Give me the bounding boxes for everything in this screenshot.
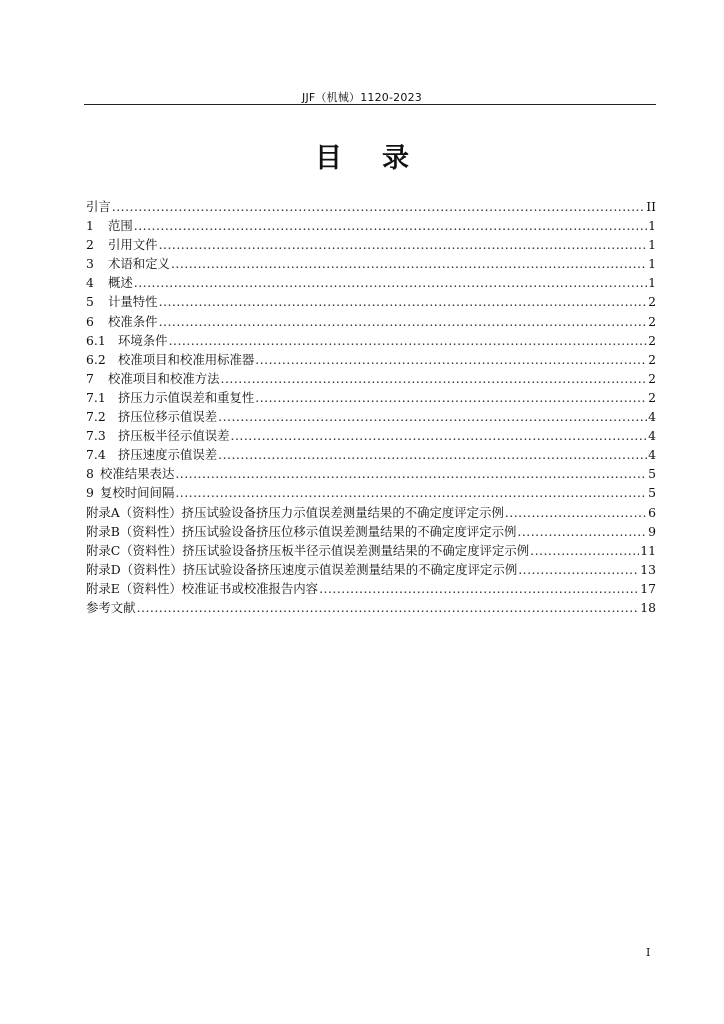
toc-entry-number: 7.3 xyxy=(86,428,106,444)
toc-leader-dots xyxy=(518,560,639,579)
toc-entry-7[interactable] xyxy=(86,369,656,388)
page-title: 目录 xyxy=(315,143,449,174)
toc-entry-page: 2 xyxy=(648,351,656,367)
toc-entry-number: 2 xyxy=(86,237,94,253)
toc-entry-label: 引言 xyxy=(86,199,111,214)
running-header: JJF（机械）1120-2023 xyxy=(302,91,422,104)
toc-entry-label: 概述 xyxy=(108,275,133,291)
toc-entry-page: 9 xyxy=(648,523,656,539)
toc-leader-dots xyxy=(218,407,647,426)
toc-entry-page: 1 xyxy=(648,237,656,253)
toc-entry-page: 5 xyxy=(648,485,656,501)
toc-entry-label: 附录C（资料性）挤压试验设备挤压板半径示值误差测量结果的不确定度评定示例 xyxy=(86,542,530,558)
toc-leader-dots xyxy=(134,273,647,292)
toc-entry-label: 环境条件 xyxy=(118,332,168,348)
toc-leader-dots xyxy=(231,426,648,445)
toc-entry-7-2[interactable] xyxy=(86,407,656,426)
toc-entry-page: II xyxy=(646,199,656,214)
toc-leader-dots xyxy=(159,292,648,311)
toc-leader-dots xyxy=(255,350,647,369)
toc-entry-7-1[interactable] xyxy=(86,388,656,407)
toc-leader-dots xyxy=(255,388,647,407)
toc-entry-label: 校准结果表达 xyxy=(100,466,175,482)
toc-entry-page: 17 xyxy=(640,580,656,596)
toc-entry-label: 挤压力示值误差和重复性 xyxy=(118,389,255,405)
toc-entry-label: 附录D（资料性）挤压试验设备挤压速度示值误差测量结果的不确定度评定示例 xyxy=(86,561,518,577)
toc-entry-number: 1 xyxy=(86,218,94,234)
toc-entry-number: 7.4 xyxy=(86,447,106,463)
toc-entry-page: 5 xyxy=(648,466,656,482)
toc-leader-dots xyxy=(169,331,648,350)
header-divider xyxy=(84,104,656,105)
toc-leader-dots xyxy=(175,483,647,502)
toc-leader-dots xyxy=(319,579,639,598)
toc-entry-6[interactable] xyxy=(86,312,656,331)
toc-entry-page: 1 xyxy=(648,256,656,272)
toc-entry-page: 1 xyxy=(648,218,656,234)
toc-entry-9[interactable] xyxy=(86,483,656,502)
toc-entry-number: 8 xyxy=(86,466,94,482)
toc-entry-page: 2 xyxy=(648,332,656,348)
toc-entry-6-1[interactable] xyxy=(86,331,656,350)
toc-leader-dots xyxy=(137,598,640,617)
toc-entry-appendix-d[interactable] xyxy=(86,560,656,579)
toc-entry-2[interactable] xyxy=(86,235,656,254)
toc-entry-5[interactable] xyxy=(86,292,656,311)
toc-leader-dots xyxy=(159,312,648,331)
toc-entry-number: 7 xyxy=(86,370,94,386)
toc-entry-appendix-b[interactable] xyxy=(86,522,656,541)
toc-entry-number: 4 xyxy=(86,275,94,291)
toc-entry-label: 术语和定义 xyxy=(108,256,170,272)
toc-entry-number: 6.2 xyxy=(86,351,106,367)
toc-leader-dots xyxy=(505,503,647,522)
toc-leader-dots xyxy=(218,445,647,464)
toc-entry-number: 7.1 xyxy=(86,389,106,405)
toc-entry-page: 4 xyxy=(648,428,656,444)
toc-entry-label: 计量特性 xyxy=(108,294,158,310)
page-number: I xyxy=(646,946,651,959)
toc-entry-page: 1 xyxy=(648,275,656,291)
toc-entry-label: 挤压板半径示值误差 xyxy=(118,428,230,444)
toc-entry-7-3[interactable] xyxy=(86,426,656,445)
toc-entry-label: 附录B（资料性）挤压试验设备挤压位移示值误差测量结果的不确定度评定示例 xyxy=(86,523,517,539)
toc-entry-label: 附录A（资料性）挤压试验设备挤压力示值误差测量结果的不确定度评定示例 xyxy=(86,504,504,520)
table-of-contents xyxy=(86,197,656,617)
toc-entry-number: 5 xyxy=(86,294,94,310)
toc-entry-1[interactable] xyxy=(86,216,656,235)
toc-entry-page: 2 xyxy=(648,294,656,310)
toc-entry-page: 2 xyxy=(648,389,656,405)
toc-entry-references[interactable] xyxy=(86,598,656,617)
toc-entry-label: 参考文献 xyxy=(86,599,136,615)
toc-entry-page: 4 xyxy=(648,447,656,463)
toc-leader-dots xyxy=(171,254,647,273)
toc-entry-label: 范围 xyxy=(108,218,133,234)
toc-entry-number: 9 xyxy=(86,485,94,501)
toc-entry-label: 校准项目和校准用标准器 xyxy=(118,351,255,367)
toc-leader-dots xyxy=(221,369,648,388)
toc-entry-appendix-c[interactable] xyxy=(86,541,656,560)
toc-leader-dots xyxy=(112,197,645,216)
toc-entry-label: 挤压速度示值误差 xyxy=(118,447,218,463)
toc-entry-7-4[interactable] xyxy=(86,445,656,464)
toc-entry-page: 13 xyxy=(640,561,656,577)
toc-entry-label: 校准项目和校准方法 xyxy=(108,370,220,386)
toc-entry-intro[interactable] xyxy=(86,197,656,216)
toc-entry-4[interactable] xyxy=(86,273,656,292)
toc-entry-page: 18 xyxy=(640,599,656,615)
toc-entry-page: 2 xyxy=(648,313,656,329)
toc-entry-appendix-e[interactable] xyxy=(86,579,656,598)
toc-entry-label: 引用文件 xyxy=(108,237,158,253)
toc-entry-page: 4 xyxy=(648,409,656,425)
toc-leader-dots xyxy=(159,235,648,254)
toc-leader-dots xyxy=(530,541,639,560)
toc-entry-page: 11 xyxy=(640,542,656,558)
toc-entry-number: 6.1 xyxy=(86,332,106,348)
toc-entry-label: 附录E（资料性）校准证书或校准报告内容 xyxy=(86,580,319,596)
toc-entry-number: 3 xyxy=(86,256,94,272)
toc-entry-8[interactable] xyxy=(86,464,656,483)
toc-entry-label: 挤压位移示值误差 xyxy=(118,409,218,425)
toc-entry-page: 6 xyxy=(648,504,656,520)
toc-entry-label: 校准条件 xyxy=(108,313,158,329)
toc-entry-appendix-a[interactable] xyxy=(86,503,656,522)
toc-entry-label: 复校时间间隔 xyxy=(100,485,175,501)
toc-entry-number: 7.2 xyxy=(86,409,106,425)
toc-leader-dots xyxy=(517,522,647,541)
toc-entry-page: 2 xyxy=(648,370,656,386)
toc-leader-dots xyxy=(175,464,647,483)
toc-entry-3[interactable] xyxy=(86,254,656,273)
toc-leader-dots xyxy=(134,216,647,235)
toc-entry-6-2[interactable] xyxy=(86,350,656,369)
toc-entry-number: 6 xyxy=(86,313,94,329)
